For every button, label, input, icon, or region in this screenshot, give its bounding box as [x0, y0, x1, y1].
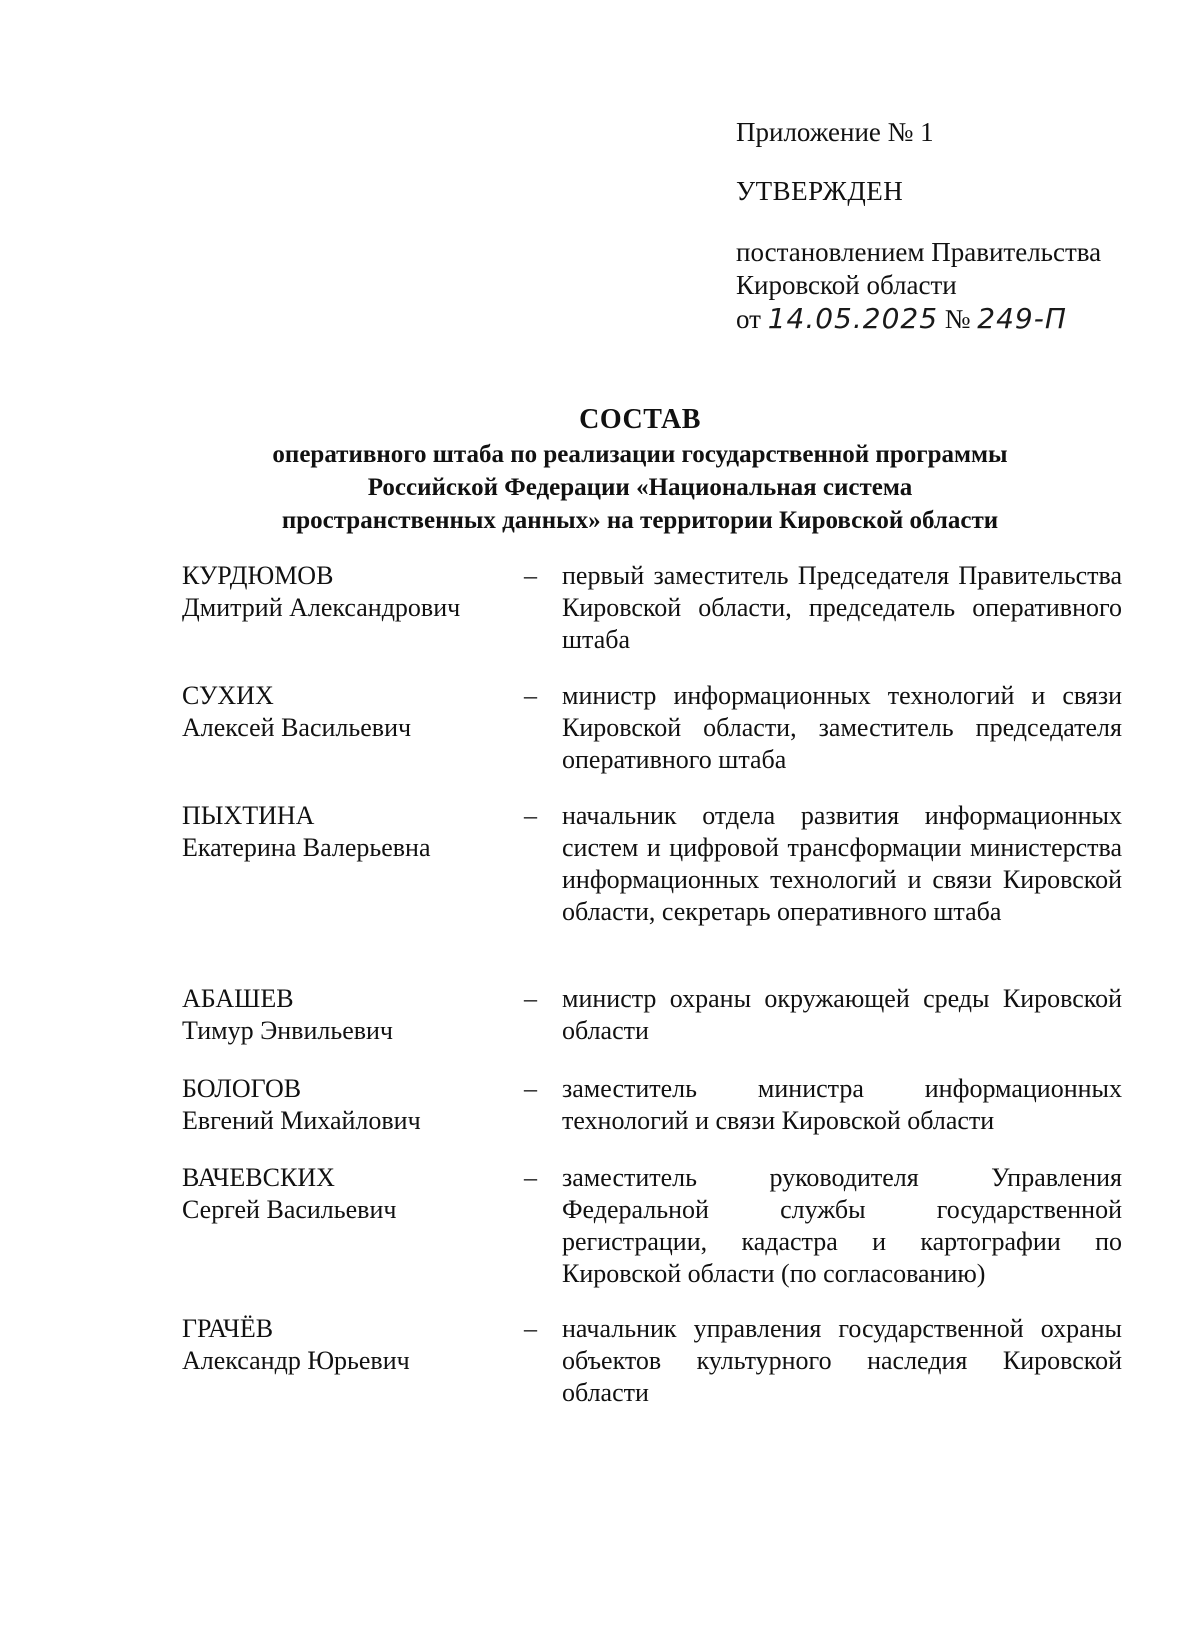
document-title-block: [150, 402, 1130, 537]
decree-reference: [736, 236, 1136, 336]
handwritten-number: 249-П: [977, 302, 1067, 335]
approved-label: УТВЕРЖДЕН: [736, 176, 904, 206]
date-prefix: от: [736, 304, 761, 334]
member-surname: АБАШЕВ: [182, 984, 294, 1013]
member-name: [182, 1313, 522, 1377]
decree-date-line: [736, 302, 1136, 336]
subtitle-line-3: пространственных данных» на территории Кировской области: [281, 507, 999, 534]
member-dash: –: [524, 1074, 537, 1103]
document-title: СОСТАВ: [579, 404, 701, 435]
member-role: министр охраны окружающей среды Кировской области: [562, 984, 1122, 1045]
member-surname: ВАЧЕВСКИХ: [182, 1163, 335, 1192]
member-dash: –: [524, 801, 537, 830]
member-dash: –: [524, 681, 537, 710]
member-given-names: Евгений Михайлович: [182, 1106, 421, 1135]
member-surname: ГРАЧЁВ: [182, 1314, 274, 1343]
member-given-names: Алексей Васильевич: [182, 713, 412, 742]
member-dash: –: [524, 561, 537, 590]
member-given-names: Екатерина Валерьевна: [182, 833, 431, 862]
subtitle-line-2: Российской Федерации «Национальная система: [367, 474, 913, 501]
appendix-label: Приложение № 1: [736, 117, 934, 147]
member-role: заместитель руководителя Управления Федеральной службы государственной регистрации, кадастра и картографии по Кировской области (по согласованию): [562, 1163, 1122, 1288]
member-given-names: Сергей Васильевич: [182, 1195, 397, 1224]
member-dash: –: [524, 1314, 537, 1343]
member-surname: СУХИХ: [182, 681, 274, 710]
approval-block: [736, 116, 1136, 336]
decree-line-2: Кировской области: [736, 270, 957, 300]
member-name: [182, 800, 522, 864]
document-subtitle: [150, 438, 1130, 537]
member-name: [182, 560, 522, 624]
member-dash: –: [524, 1163, 537, 1192]
member-given-names: Дмитрий Александрович: [182, 593, 461, 622]
member-role: начальник управления государственной охраны объектов культурного наследия Кировской области: [562, 1314, 1122, 1407]
member-role: начальник отдела развития информационных систем и цифровой трансформации министерства информационных технологий и связи Кировской области, секретарь оперативного штаба: [562, 801, 1122, 926]
member-surname: ПЫХТИНА: [182, 801, 315, 830]
member-dash: –: [524, 984, 537, 1013]
member-given-names: Тимур Энвильевич: [182, 1016, 394, 1045]
member-role: заместитель министра информационных технологий и связи Кировской области: [562, 1074, 1122, 1135]
member-surname: КУРДЮМОВ: [182, 561, 334, 590]
member-role: министр информационных технологий и связи Кировской области, заместитель председателя оперативного штаба: [562, 681, 1122, 774]
member-name: [182, 1162, 522, 1226]
number-prefix: №: [944, 304, 971, 334]
decree-line-1: постановлением Правительства: [736, 237, 1102, 267]
member-surname: БОЛОГОВ: [182, 1074, 302, 1103]
member-name: [182, 1073, 522, 1137]
member-name: [182, 983, 522, 1047]
member-name: [182, 680, 522, 744]
member-role: первый заместитель Председателя Правительства Кировской области, председатель оперативного штаба: [562, 561, 1122, 654]
member-given-names: Александр Юрьевич: [182, 1346, 410, 1375]
handwritten-date: 14.05.2025: [767, 302, 939, 335]
subtitle-line-1: оперативного штаба по реализации государственной программы: [272, 441, 1008, 468]
